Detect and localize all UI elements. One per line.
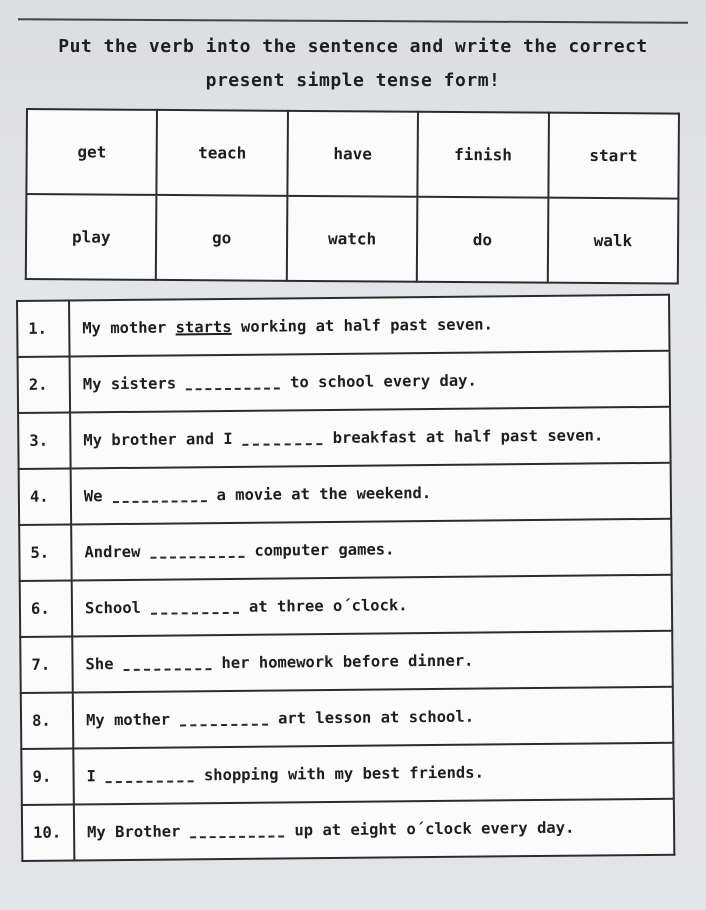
verb-cell: play	[26, 194, 157, 280]
instructions-line-2: present simple tense form!	[205, 70, 501, 91]
sentence-rest: a movie at the weekend.	[216, 484, 432, 505]
sentence-number: 4.	[19, 468, 72, 524]
sentence-text	[72, 631, 673, 693]
sentence-text	[71, 463, 672, 525]
sentence-number: 9.	[21, 748, 74, 804]
sentence-number: 7.	[20, 636, 73, 692]
sentence-subject: My Brother	[87, 822, 181, 842]
sentence-number: 3.	[18, 412, 71, 468]
sentence-subject: My sisters	[82, 374, 177, 394]
sentence-text	[69, 295, 670, 357]
answer-blank[interactable]	[106, 770, 194, 783]
answer-blank[interactable]	[150, 545, 244, 558]
sentence-subject: My mother	[82, 318, 167, 338]
sentence-subject: We	[83, 487, 103, 506]
verb-bank-table	[25, 108, 680, 285]
verb-cell: watch	[287, 196, 418, 282]
sentence-row	[18, 407, 671, 469]
answer-filled: starts	[175, 317, 232, 337]
verb-row	[26, 109, 679, 199]
sentence-row	[18, 351, 671, 413]
sentence-rest: to school every day.	[290, 371, 477, 392]
sentence-row	[21, 743, 674, 805]
verb-row	[26, 194, 679, 284]
sentence-subject: She	[85, 655, 114, 674]
sentence-text	[73, 743, 674, 805]
verb-cell: go	[156, 195, 287, 281]
verb-cell: teach	[157, 110, 288, 196]
sentence-text	[74, 799, 675, 861]
verb-cell: walk	[547, 198, 678, 284]
answer-blank[interactable]	[186, 377, 280, 390]
answer-blank[interactable]	[190, 825, 284, 838]
sentence-rest: at three o´clock.	[248, 596, 408, 616]
sentence-rest: breakfast at half past seven.	[332, 426, 604, 447]
sentence-row	[17, 295, 670, 357]
verb-cell: get	[26, 109, 157, 195]
sentence-rest: working at half past seven.	[240, 315, 493, 336]
sentence-number: 6.	[20, 580, 73, 636]
verb-cell: start	[548, 113, 679, 199]
sentence-subject: My mother	[85, 710, 171, 730]
verb-cell: have	[287, 111, 418, 197]
sentence-text	[70, 407, 671, 469]
sentence-rest: up at eight o´clock every day.	[294, 818, 575, 840]
sentence-number: 1.	[17, 300, 70, 356]
sentence-rest: art lesson at school.	[277, 707, 475, 728]
sentence-text	[72, 575, 673, 637]
sentence-row	[20, 575, 673, 637]
instructions-line-1: Put the verb into the sentence and write the correct	[58, 36, 648, 57]
top-rule	[18, 18, 688, 24]
sentence-number: 5.	[19, 524, 72, 580]
verb-cell: do	[417, 197, 548, 283]
sentence-row	[22, 799, 675, 861]
sentence-number: 8.	[21, 692, 74, 748]
sentence-row	[21, 687, 674, 749]
sentence-subject: School	[84, 598, 142, 618]
sentence-text	[73, 687, 674, 749]
sentence-subject: Andrew	[84, 542, 141, 562]
sentence-number: 2.	[18, 356, 71, 412]
answer-blank[interactable]	[123, 658, 211, 671]
answer-blank[interactable]	[151, 601, 239, 614]
sentence-row	[20, 631, 673, 693]
sentence-text	[71, 519, 672, 581]
sentence-subject: My brother and I	[83, 429, 233, 450]
instructions	[20, 30, 686, 98]
answer-blank[interactable]	[113, 490, 207, 503]
sentence-row	[19, 463, 672, 525]
sentence-rest: computer games.	[254, 540, 395, 560]
answer-blank[interactable]	[243, 433, 323, 446]
sentence-subject: I	[86, 767, 97, 786]
sentences-table	[16, 294, 675, 862]
sentence-text	[70, 351, 671, 413]
sentence-rest: her homework before dinner.	[221, 651, 474, 673]
sentence-row	[19, 519, 672, 581]
verb-cell: finish	[418, 112, 549, 198]
answer-blank[interactable]	[180, 713, 268, 726]
sentence-number: 10.	[22, 804, 75, 860]
sentence-rest: shopping with my best friends.	[203, 763, 484, 785]
